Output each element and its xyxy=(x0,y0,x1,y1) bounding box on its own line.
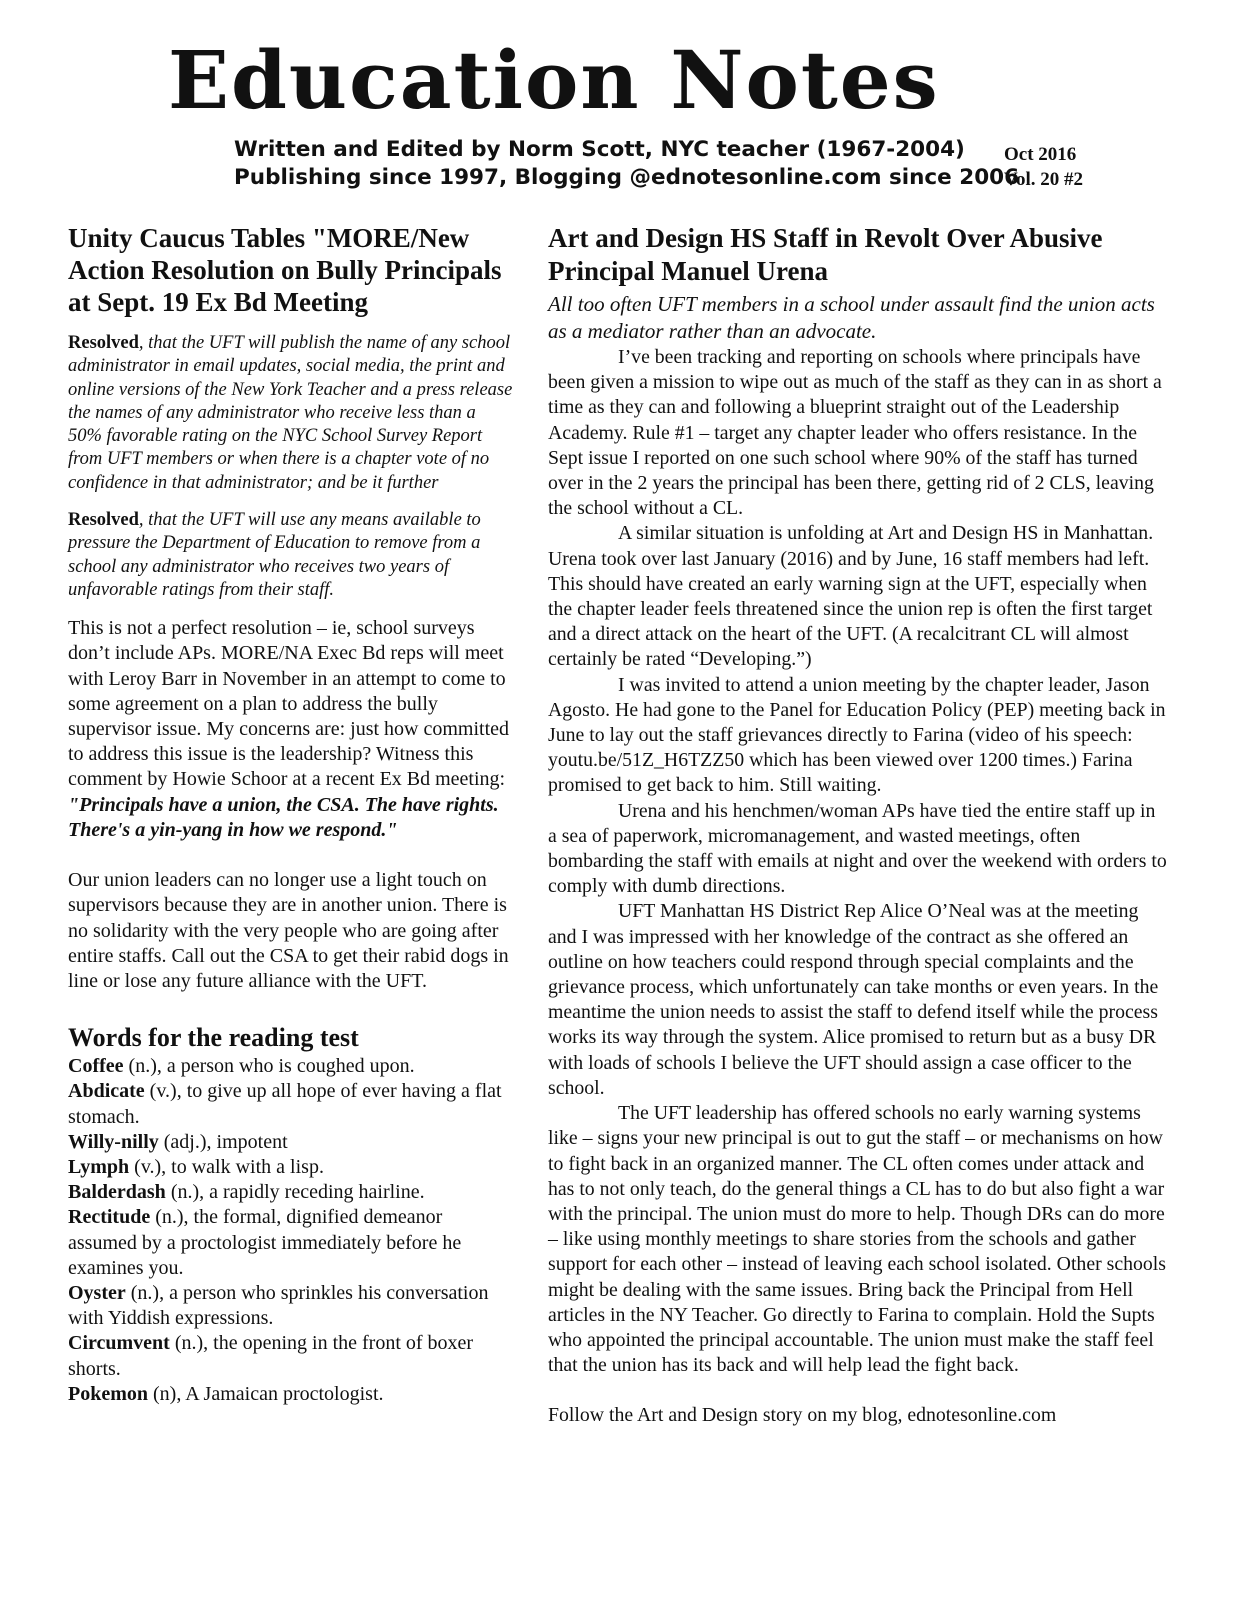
article-dek: All too often UFT members in a school under assault find the union acts as a mediator rather than an advocate. xyxy=(548,292,1155,343)
word-definition: (v.), to walk with a lisp. xyxy=(129,1155,324,1178)
word-entry xyxy=(68,1155,514,1180)
left-paragraph-2: Our union leaders can no longer use a light touch on supervisors because they are in another union. There is no solidarity with the very people who are going after entire staffs. Call out the CSA to get their rabid dogs in line or lose any future alliance with the UFT. xyxy=(68,869,509,992)
resolution-1-text: , that the UFT will publish the name of any school administrator in email updates, social media, the print and online versions of the New York Teacher and a press release the names of any administrator who receive less than a 50% favorable rating on the NYC School Survey Report from UFT members or when there is a chapter vote of no confidence in that administrator; and be it further xyxy=(68,333,513,493)
word-definition: (v.), to give up all hope of ever having a flat stomach. xyxy=(68,1080,502,1128)
word-entry xyxy=(68,1281,514,1331)
word-entry xyxy=(68,1079,514,1129)
word-term: Oyster xyxy=(68,1281,126,1304)
left-column xyxy=(68,222,514,1407)
byline xyxy=(234,136,1019,192)
word-term: Willy-nilly xyxy=(68,1130,159,1153)
byline-author: Written and Edited by Norm Scott, NYC teacher (1967-2004) xyxy=(234,137,965,162)
article-paragraph: I’ve been tracking and reporting on schools where principals have been given a mission to wipe out as much of the staff as they can in as short a time as they can and following a blueprint straight out of the Leadership Academy. Rule #1 – target any chapter leader who offers resistance. In the Sept issue I reported on one such school where 90% of the staff has turned over in the 2 years the principal has been there, getting rid of 2 CLS, leaving the school without a CL. xyxy=(548,346,1162,520)
left-headline: Unity Caucus Tables "MORE/New Action Resolution on Bully Principals at Sept. 19 Ex Bd Meeting xyxy=(68,223,502,317)
words-list xyxy=(68,1054,514,1407)
left-paragraph xyxy=(68,616,514,843)
byline-publishing: Publishing since 1997, Blogging @ednotesonline.com since 2006 xyxy=(234,165,1020,190)
left-paragraph-text: This is not a perfect resolution – ie, school surveys don’t include APs. MORE/NA Exec Bd reps will meet with Leroy Barr in November in an attempt to come to some agreement on a plan to address the bully supervisor issue. My concerns are: just how committed to address this issue is the leadership? Witness this comment by Howie Schoor at a recent Ex Bd meeting: xyxy=(68,617,510,791)
masthead-title: Education Notes xyxy=(168,33,940,127)
word-term: Rectitude xyxy=(68,1206,151,1229)
issue-info xyxy=(1004,142,1083,192)
word-definition: (n.), a person who is coughed upon. xyxy=(123,1055,415,1078)
article-paragraph: UFT Manhattan HS District Rep Alice O’Neal was at the meeting and I was impressed with her knowledge of the contract as she offered an outline on how teachers could respond through special complaints and the grievance process, which unfortunately can take months or even years. In the meantime the union needs to assist the staff to defend itself while the process works its way through the system. Alice promised to return but as a busy DR with loads of schools I believe the UFT should assign a case officer to the school. xyxy=(548,900,1159,1099)
resolution-2-text: , that the UFT will use any means available to pressure the Department of Education to remove from a school any administrator who receives two years of unfavorable ratings from their staff. xyxy=(68,510,481,600)
word-entry xyxy=(68,1205,514,1281)
word-entry xyxy=(68,1054,514,1079)
word-term: Lymph xyxy=(68,1155,130,1178)
resolution-1 xyxy=(68,332,514,495)
word-term: Coffee xyxy=(68,1055,124,1078)
resolved-word: Resolved xyxy=(68,333,139,353)
right-column xyxy=(548,222,1168,1429)
right-headline: Art and Design HS Staff in Revolt Over Abusive Principal Manuel Urena xyxy=(548,223,1103,286)
words-heading: Words for the reading test xyxy=(68,1023,359,1053)
pull-quote: "Principals have a union, the CSA. The have rights. There's a yin-yang in how we respond." xyxy=(68,793,499,841)
article-paragraph: A similar situation is unfolding at Art and Design HS in Manhattan. Urena took over last January (2016) and by June, 16 staff members had left. This should have created an early warning sign at the UFT, especially when the chapter leader feels threatened since the union rep is often the first target and a direct attack on the heart of the UFT. (A recalcitrant CL will almost certainly be rated “Developing.”) xyxy=(548,522,1154,671)
word-term: Balderdash xyxy=(68,1181,166,1204)
word-term: Abdicate xyxy=(68,1080,145,1103)
follow-blog: Follow the Art and Design story on my blog, ednotesonline.com xyxy=(548,1404,1057,1427)
word-term: Circumvent xyxy=(68,1332,170,1355)
word-entry xyxy=(68,1382,514,1407)
issue-date: Oct 2016 xyxy=(1004,144,1077,165)
article-body xyxy=(548,345,1168,1378)
word-definition: (n.), the opening in the front of boxer shorts. xyxy=(68,1332,474,1380)
word-entry xyxy=(68,1331,514,1381)
word-definition: (n.), a rapidly receding hairline. xyxy=(165,1181,425,1204)
word-term: Pokemon xyxy=(68,1382,148,1405)
article-paragraph: Urena and his henchmen/woman APs have tied the entire staff up in a sea of paperwork, micromanagement, and wasted meetings, often bombarding the staff with emails at night and over the weekend with orders to comply with dumb directions. xyxy=(548,799,1167,898)
word-definition: (n), A Jamaican proctologist. xyxy=(148,1382,384,1405)
word-definition: (n.), the formal, dignified demeanor assumed by a proctologist immediately before he examines you. xyxy=(68,1206,462,1279)
word-entry xyxy=(68,1180,514,1205)
word-definition: (n.), a person who sprinkles his conversation with Yiddish expressions. xyxy=(68,1281,489,1330)
resolved-word: Resolved xyxy=(68,510,139,531)
word-entry xyxy=(68,1130,514,1155)
issue-volume: Vol. 20 #2 xyxy=(1004,169,1084,190)
article-paragraph: I was invited to attend a union meeting by the chapter leader, Jason Agosto. He had gone to the Panel for Education Policy (PEP) meeting back in June to lay out the staff grievances directly to Farina (video of his speech: youtu.be/51Z_H6TZZ50 which has been viewed over 1200 times.) Farina promised to get back to him. Still waiting. xyxy=(548,673,1166,797)
resolution-2 xyxy=(68,509,514,602)
word-definition: (adj.), impotent xyxy=(158,1130,288,1153)
article-paragraph: The UFT leadership has offered schools no early warning systems like – signs your new principal is out to gut the staff – or mechanisms on how to fight back in an organized manner. The CL often comes under attack and has to not only teach, do the general things a CL has to do but also fight a war with the principal. The union must do more to help. Though DRs can do more – like using monthly meetings to share stories from the schools and gather support for each other – instead of leaving each school isolated. Other schools might be dealing with the same issues. Bring back the Principal from Hell articles in the NY Teacher. Go directly to Farina to complain. Hold the Supts who appointed the principal accountable. The union must make the staff feel that the union has its back and will help lead the fight back. xyxy=(548,1102,1166,1377)
